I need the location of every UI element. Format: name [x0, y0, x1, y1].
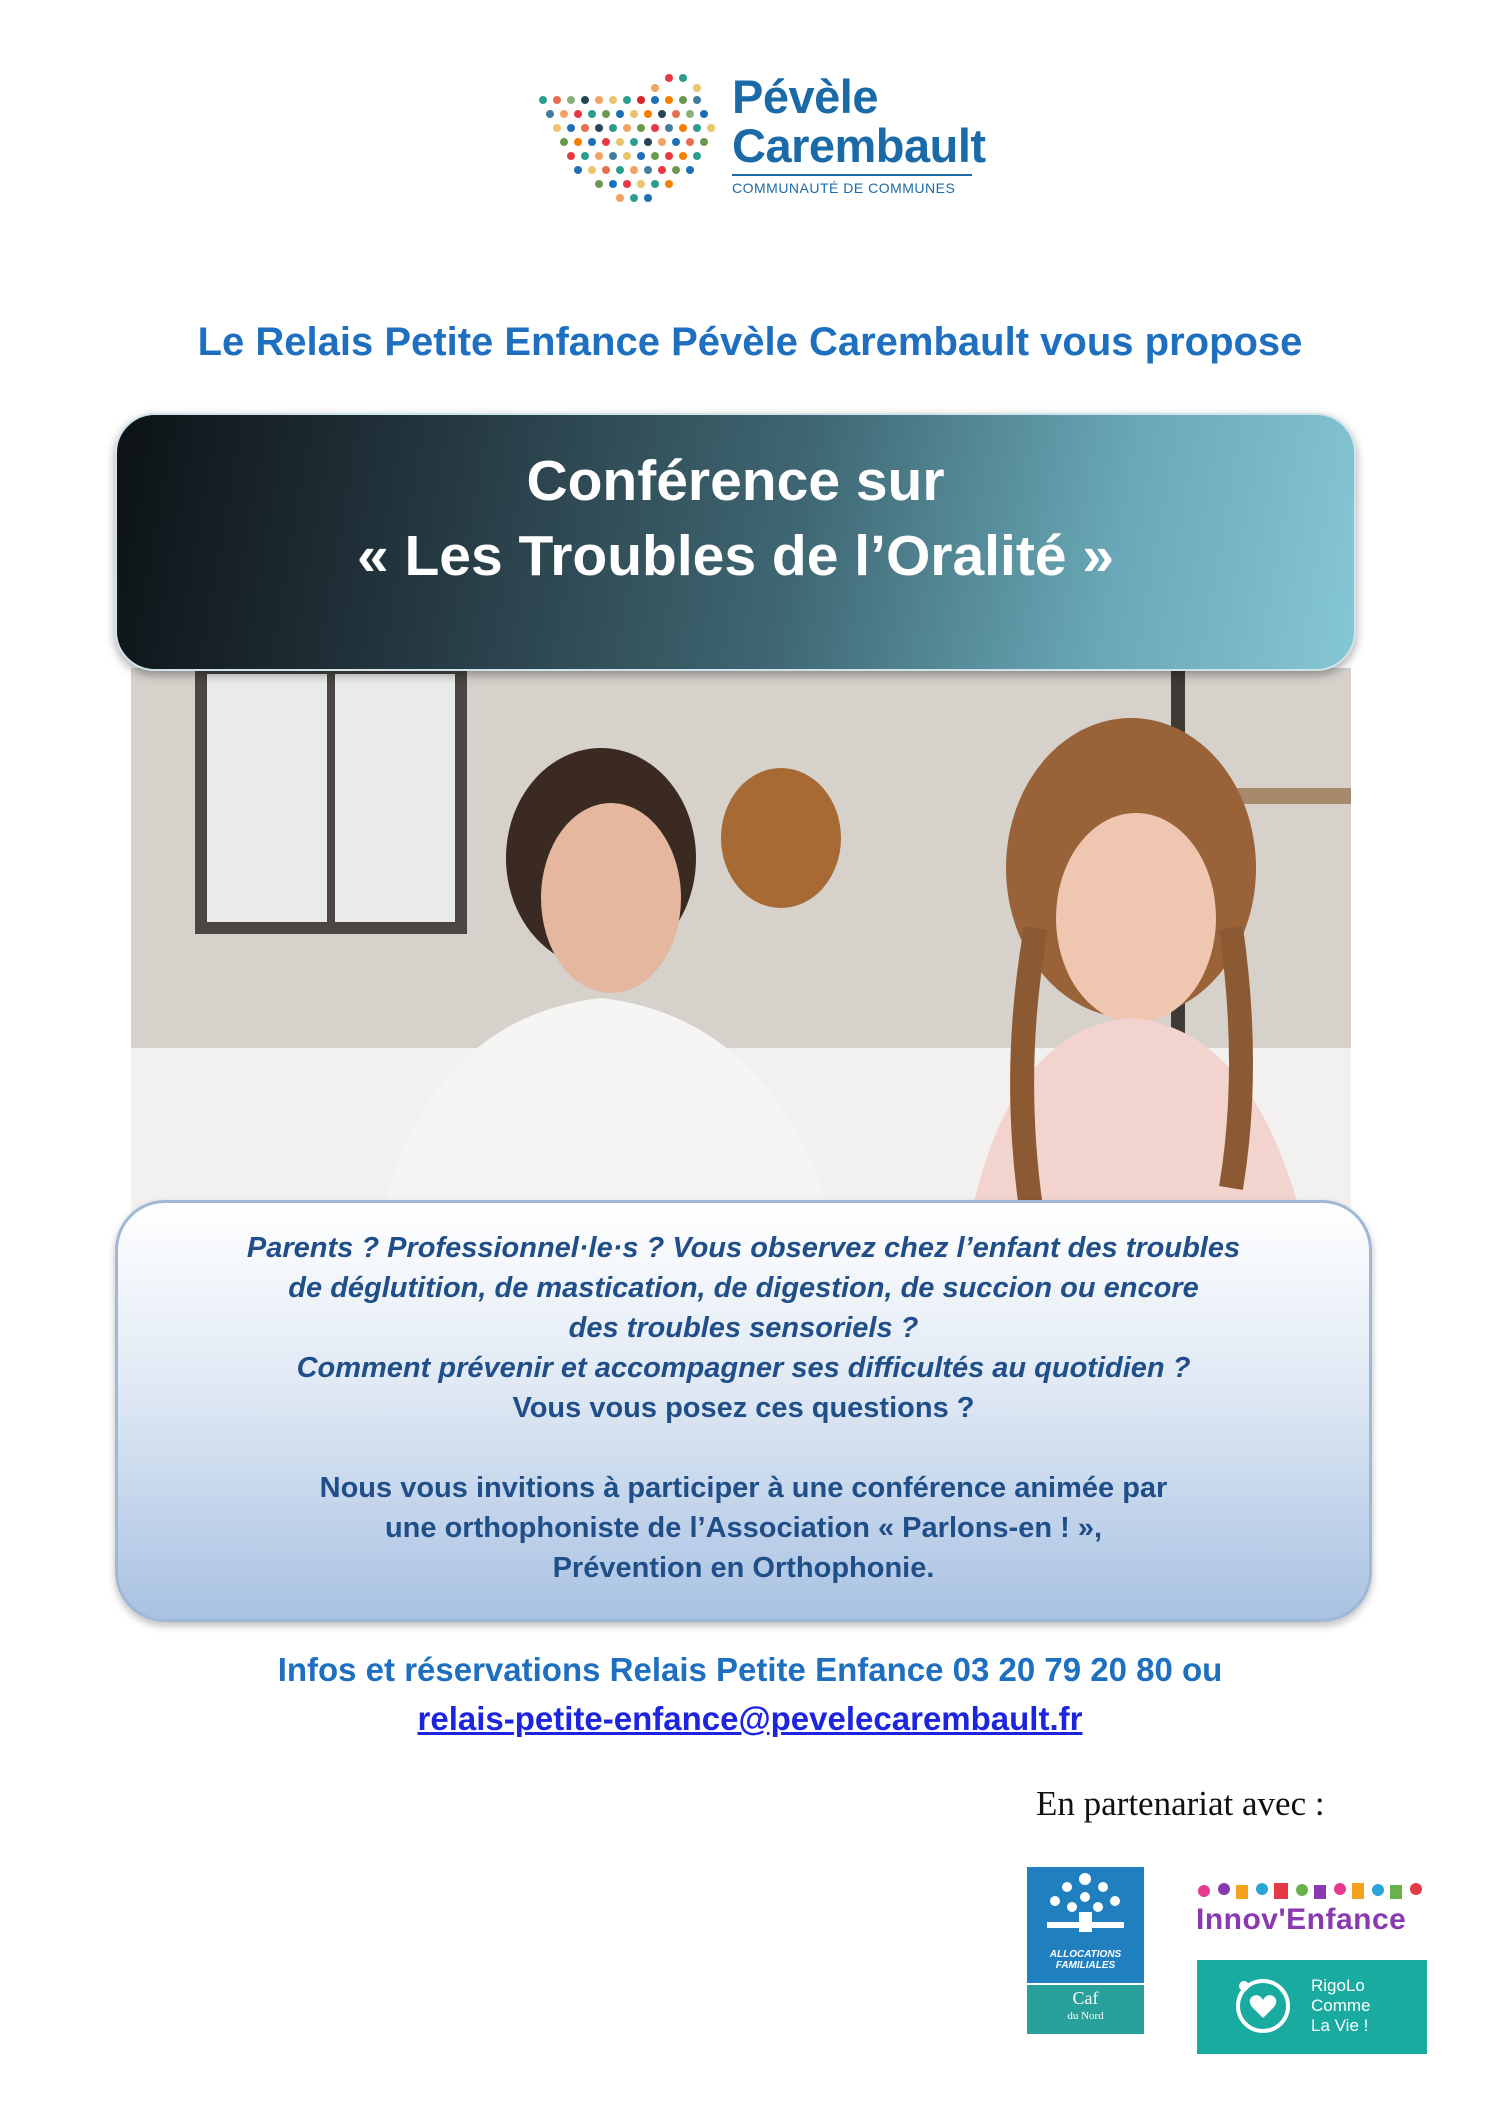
- photo-illustration: [131, 668, 1351, 1216]
- caf-bottom-band: [1027, 1983, 1144, 2034]
- partner-label: En partenariat avec :: [1036, 1784, 1325, 1823]
- logo-line-3: COMMUNAUTÉ DE COMMUNES: [732, 174, 972, 198]
- info-italic-line: Parents ? Professionnel·le·s ? Vous observez chez l’enfant des troubles: [246, 1232, 1241, 1264]
- title-line-2: « Les Troubles de l’Oralité »: [356, 524, 1115, 588]
- photo-therapist-and-child: [131, 668, 1351, 1216]
- logo-line-1: Pévèle: [732, 70, 878, 123]
- caf-region: du Nord: [1067, 2010, 1104, 2022]
- info-question-line: Vous vous posez ces questions ?: [512, 1392, 975, 1424]
- rigolo-line-1: RigoLo: [1311, 1976, 1365, 1995]
- heart-icon: [1235, 1978, 1291, 2034]
- caf-logo: [1027, 1867, 1144, 2034]
- headline: Le Relais Petite Enfance Pévèle Carembault vous propose: [197, 320, 1303, 364]
- contact-email-link[interactable]: relais-petite-enfance@pevelecarembault.fr: [417, 1700, 1083, 1737]
- caf-line-1: ALLOCATIONS: [1049, 1949, 1122, 1960]
- info-invite-line: Nous vous invitions à participer à une conférence animée par: [319, 1472, 1168, 1504]
- rigolo-comme-la-vie-logo: [1197, 1960, 1427, 2054]
- caf-figures-icon: [1027, 1867, 1144, 1947]
- info-italic-line: Comment prévenir et accompagner ses difficultés au quotidien ?: [296, 1352, 1191, 1384]
- rigolo-text: [1311, 1976, 1371, 2036]
- innov-enfance-name: Innov'Enfance: [1196, 1903, 1407, 1936]
- info-invite-line: une orthophoniste de l’Association « Parlons-en ! »,: [384, 1512, 1103, 1544]
- info-italic-line: des troubles sensoriels ?: [568, 1312, 919, 1344]
- caf-name: Caf: [1072, 1988, 1099, 2008]
- info-box: [115, 1200, 1372, 1622]
- info-italic-line: de déglutition, de mastication, de digestion, de succion ou encore: [288, 1272, 1199, 1304]
- dotted-map-icon: [535, 70, 720, 220]
- innov-figures-icon: [1192, 1877, 1430, 1903]
- rigolo-line-3: La Vie !: [1311, 2016, 1369, 2035]
- info-invite-line: Prévention en Orthophonie.: [552, 1552, 935, 1584]
- caf-line-2: FAMILIALES: [1055, 1960, 1116, 1971]
- title-line-1: Conférence sur: [526, 449, 945, 513]
- logo-wordmark: [732, 72, 986, 198]
- title-banner: [115, 413, 1356, 671]
- logo-line-2: Carembault: [732, 119, 986, 172]
- contact-line: Infos et réservations Relais Petite Enfance 03 20 79 20 80 ou: [277, 1651, 1223, 1688]
- pevele-carembault-logo: [535, 70, 986, 220]
- innov-enfance-logo: [1192, 1877, 1430, 1937]
- caf-allocations-text: [1027, 1949, 1144, 1971]
- rigolo-line-2: Comme: [1311, 1996, 1371, 2015]
